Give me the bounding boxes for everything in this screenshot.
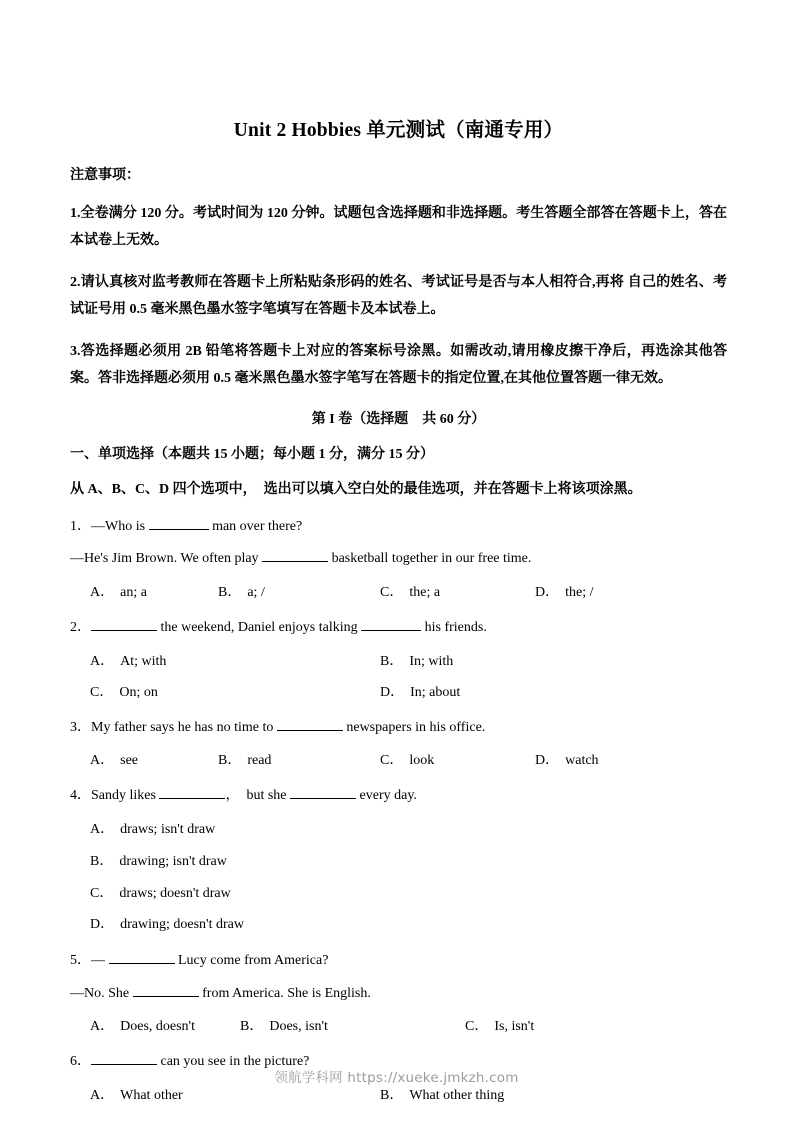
question-5 <box>70 936 727 1037</box>
question-1-text-pre: —Who is <box>91 518 149 534</box>
option-label: B． <box>380 653 404 669</box>
option-label: A． <box>90 1087 115 1103</box>
option-b[interactable] <box>90 851 727 873</box>
option-text: In; with <box>409 653 454 669</box>
question-2-options <box>70 639 727 703</box>
answer-blank[interactable] <box>149 529 209 530</box>
question-2 <box>70 603 727 703</box>
option-a[interactable] <box>90 651 166 673</box>
option-text: read <box>247 753 272 769</box>
option-text: drawing; doesn't draw <box>120 917 244 933</box>
option-label: B． <box>218 585 242 601</box>
footer-watermark: 领航学科网 https://xueke.jmkzh.com <box>274 1070 519 1086</box>
question-5-stem-line-2 <box>70 972 727 1005</box>
option-row <box>70 651 727 672</box>
option-text: What other thing <box>409 1087 505 1103</box>
notice-item-3: 3.答选择题必须用 2B 铅笔将答题卡上对应的答案标号涂黑。如需改动,请用橡皮擦干净后，再选涂其他答案。答非选择题必须用 0.5 毫米黑色墨水签字笔写在答题卡的指定位置,在其他位置答题一律无效。 <box>70 343 727 386</box>
question-2-text-post-2: his friends. <box>421 620 487 636</box>
option-a[interactable] <box>90 1016 195 1038</box>
option-c[interactable] <box>380 750 434 772</box>
option-d[interactable] <box>90 914 727 936</box>
question-4-number: 4． <box>70 788 91 804</box>
question-5-options <box>70 1004 727 1037</box>
question-6-number: 6． <box>70 1054 91 1070</box>
option-label: A． <box>90 585 115 601</box>
option-text: an; a <box>120 585 147 601</box>
option-row <box>70 750 727 771</box>
page-title: Unit 2 Hobbies 单元测试（南通专用） <box>233 120 564 141</box>
notice-item-2: 2.请认真核对监考教师在答题卡上所粘贴条形码的姓名、考试证号是否与本人相符合,再将 自己的姓名、考试证号用 0.5 毫米黑色墨水签字笔填写在答题卡及本试卷上。 <box>70 275 727 317</box>
option-row <box>70 582 727 603</box>
option-row <box>70 682 727 703</box>
question-1-text-post-2: basketball together in our free time. <box>328 551 532 567</box>
document-body <box>70 0 727 1106</box>
option-text: At; with <box>120 653 167 669</box>
question-1-text-post: man over there? <box>208 518 303 534</box>
question-1-options <box>70 570 727 603</box>
question-2-text-post: the weekend, Daniel enjoys talking <box>157 620 362 636</box>
option-d[interactable] <box>535 750 599 772</box>
question-3-number: 3． <box>70 719 91 735</box>
question-5-number: 5． <box>70 952 91 968</box>
question-4-text-post-2: every day. <box>356 788 417 804</box>
option-c[interactable] <box>380 582 440 604</box>
option-a[interactable] <box>90 750 138 772</box>
option-label: C． <box>90 885 114 901</box>
question-5-stem-line-1 <box>70 950 727 972</box>
answer-blank[interactable] <box>277 730 343 731</box>
option-text: see <box>120 753 139 769</box>
option-label: C． <box>380 585 404 601</box>
option-row <box>70 851 727 873</box>
answer-blank[interactable] <box>262 561 328 562</box>
question-5-text-pre-2: —No. She <box>70 985 133 1001</box>
option-text: watch <box>565 753 599 769</box>
option-text: look <box>409 753 435 769</box>
option-label: A． <box>90 822 115 838</box>
option-b[interactable] <box>218 582 265 604</box>
question-1-text-pre-2: —He's Jim Brown. We often play <box>70 551 263 567</box>
option-b[interactable] <box>240 1016 328 1038</box>
option-c[interactable] <box>90 682 158 704</box>
option-a[interactable] <box>90 819 727 841</box>
option-row <box>70 883 727 905</box>
question-1-number: 1． <box>70 518 91 534</box>
option-text: In; about <box>410 684 461 700</box>
notice-heading: 注意事项： <box>70 168 140 184</box>
option-row <box>70 914 727 936</box>
question-3-text-pre: My father says he has no time to <box>91 719 277 735</box>
option-row <box>70 1016 727 1037</box>
option-row <box>70 819 727 841</box>
question-3-options <box>70 738 727 771</box>
option-text: the; a <box>409 585 441 601</box>
question-5-text-post-2: from America. She is English. <box>198 985 371 1001</box>
question-3 <box>70 703 727 772</box>
option-label: B． <box>240 1019 264 1035</box>
option-label: D． <box>535 753 560 769</box>
option-b[interactable] <box>380 651 453 673</box>
option-d[interactable] <box>535 582 594 604</box>
question-4-options <box>70 807 727 936</box>
section-instruction: 从 A、B、C、D 四个选项中， 选出可以填入空白处的最佳选项，并在答题卡上将该项涂黑。 <box>70 482 642 498</box>
option-c[interactable] <box>90 883 727 905</box>
option-row <box>70 1085 727 1106</box>
question-5-text-pre: — <box>91 952 109 968</box>
option-text: the; / <box>565 585 594 601</box>
option-label: D． <box>90 917 115 933</box>
option-label: D． <box>380 684 405 700</box>
question-3-text-post: newspapers in his office. <box>342 719 486 735</box>
option-text: Does, doesn't <box>120 1019 195 1035</box>
option-label: A． <box>90 1019 115 1035</box>
question-1 <box>70 502 727 603</box>
section-heading: 一、单项选择（本题共 15 小题；每小题 1 分，满分 15 分） <box>70 446 434 462</box>
option-label: C． <box>380 753 404 769</box>
question-1-stem-line-2 <box>70 537 727 570</box>
question-3-stem-line-1 <box>70 717 727 739</box>
option-a[interactable] <box>90 1085 183 1107</box>
option-text: On; on <box>119 684 158 700</box>
option-label: A． <box>90 753 115 769</box>
question-4-text-post: ， but she <box>225 788 291 804</box>
option-b[interactable] <box>380 1085 504 1107</box>
question-2-number: 2． <box>70 620 91 636</box>
option-text: Is, isn't <box>494 1019 535 1035</box>
question-6-text-post: can you see in the picture? <box>157 1054 310 1070</box>
question-5-text-post: Lucy come from America? <box>174 952 329 968</box>
answer-blank[interactable] <box>109 963 175 964</box>
option-c[interactable] <box>465 1016 534 1038</box>
question-1-stem-line-1 <box>70 516 727 538</box>
answer-blank[interactable] <box>361 630 421 631</box>
option-text: What other <box>120 1087 183 1103</box>
answer-blank[interactable] <box>91 630 157 631</box>
question-4-text-pre: Sandy likes <box>91 788 160 804</box>
notice-item-1: 1.全卷满分 120 分。考试时间为 120 分钟。试题包含选择题和非选择题。考生答题全部答在答题卡上，答在本试卷上无效。 <box>70 206 727 249</box>
option-label: B． <box>380 1087 404 1103</box>
option-label: B． <box>218 753 242 769</box>
answer-blank[interactable] <box>290 798 356 799</box>
option-text: Does, isn't <box>269 1019 328 1035</box>
option-text: draws; isn't draw <box>120 822 216 838</box>
option-text: a; / <box>247 585 265 601</box>
option-label: A． <box>90 653 115 669</box>
option-label: C． <box>90 684 114 700</box>
part-heading: 第 I 卷（选择题 共 60 分） <box>311 411 486 427</box>
question-2-stem-line-1 <box>70 617 727 639</box>
option-label: D． <box>535 585 560 601</box>
option-text: drawing; isn't draw <box>119 853 227 869</box>
option-label: C． <box>465 1019 489 1035</box>
option-d[interactable] <box>380 682 460 704</box>
option-label: B． <box>90 853 114 869</box>
option-text: draws; doesn't draw <box>119 885 231 901</box>
question-4 <box>70 771 727 935</box>
option-a[interactable] <box>90 582 147 604</box>
option-b[interactable] <box>218 750 271 772</box>
answer-blank[interactable] <box>159 798 225 799</box>
answer-blank[interactable] <box>133 996 199 997</box>
question-4-stem-line-1 <box>70 785 727 807</box>
